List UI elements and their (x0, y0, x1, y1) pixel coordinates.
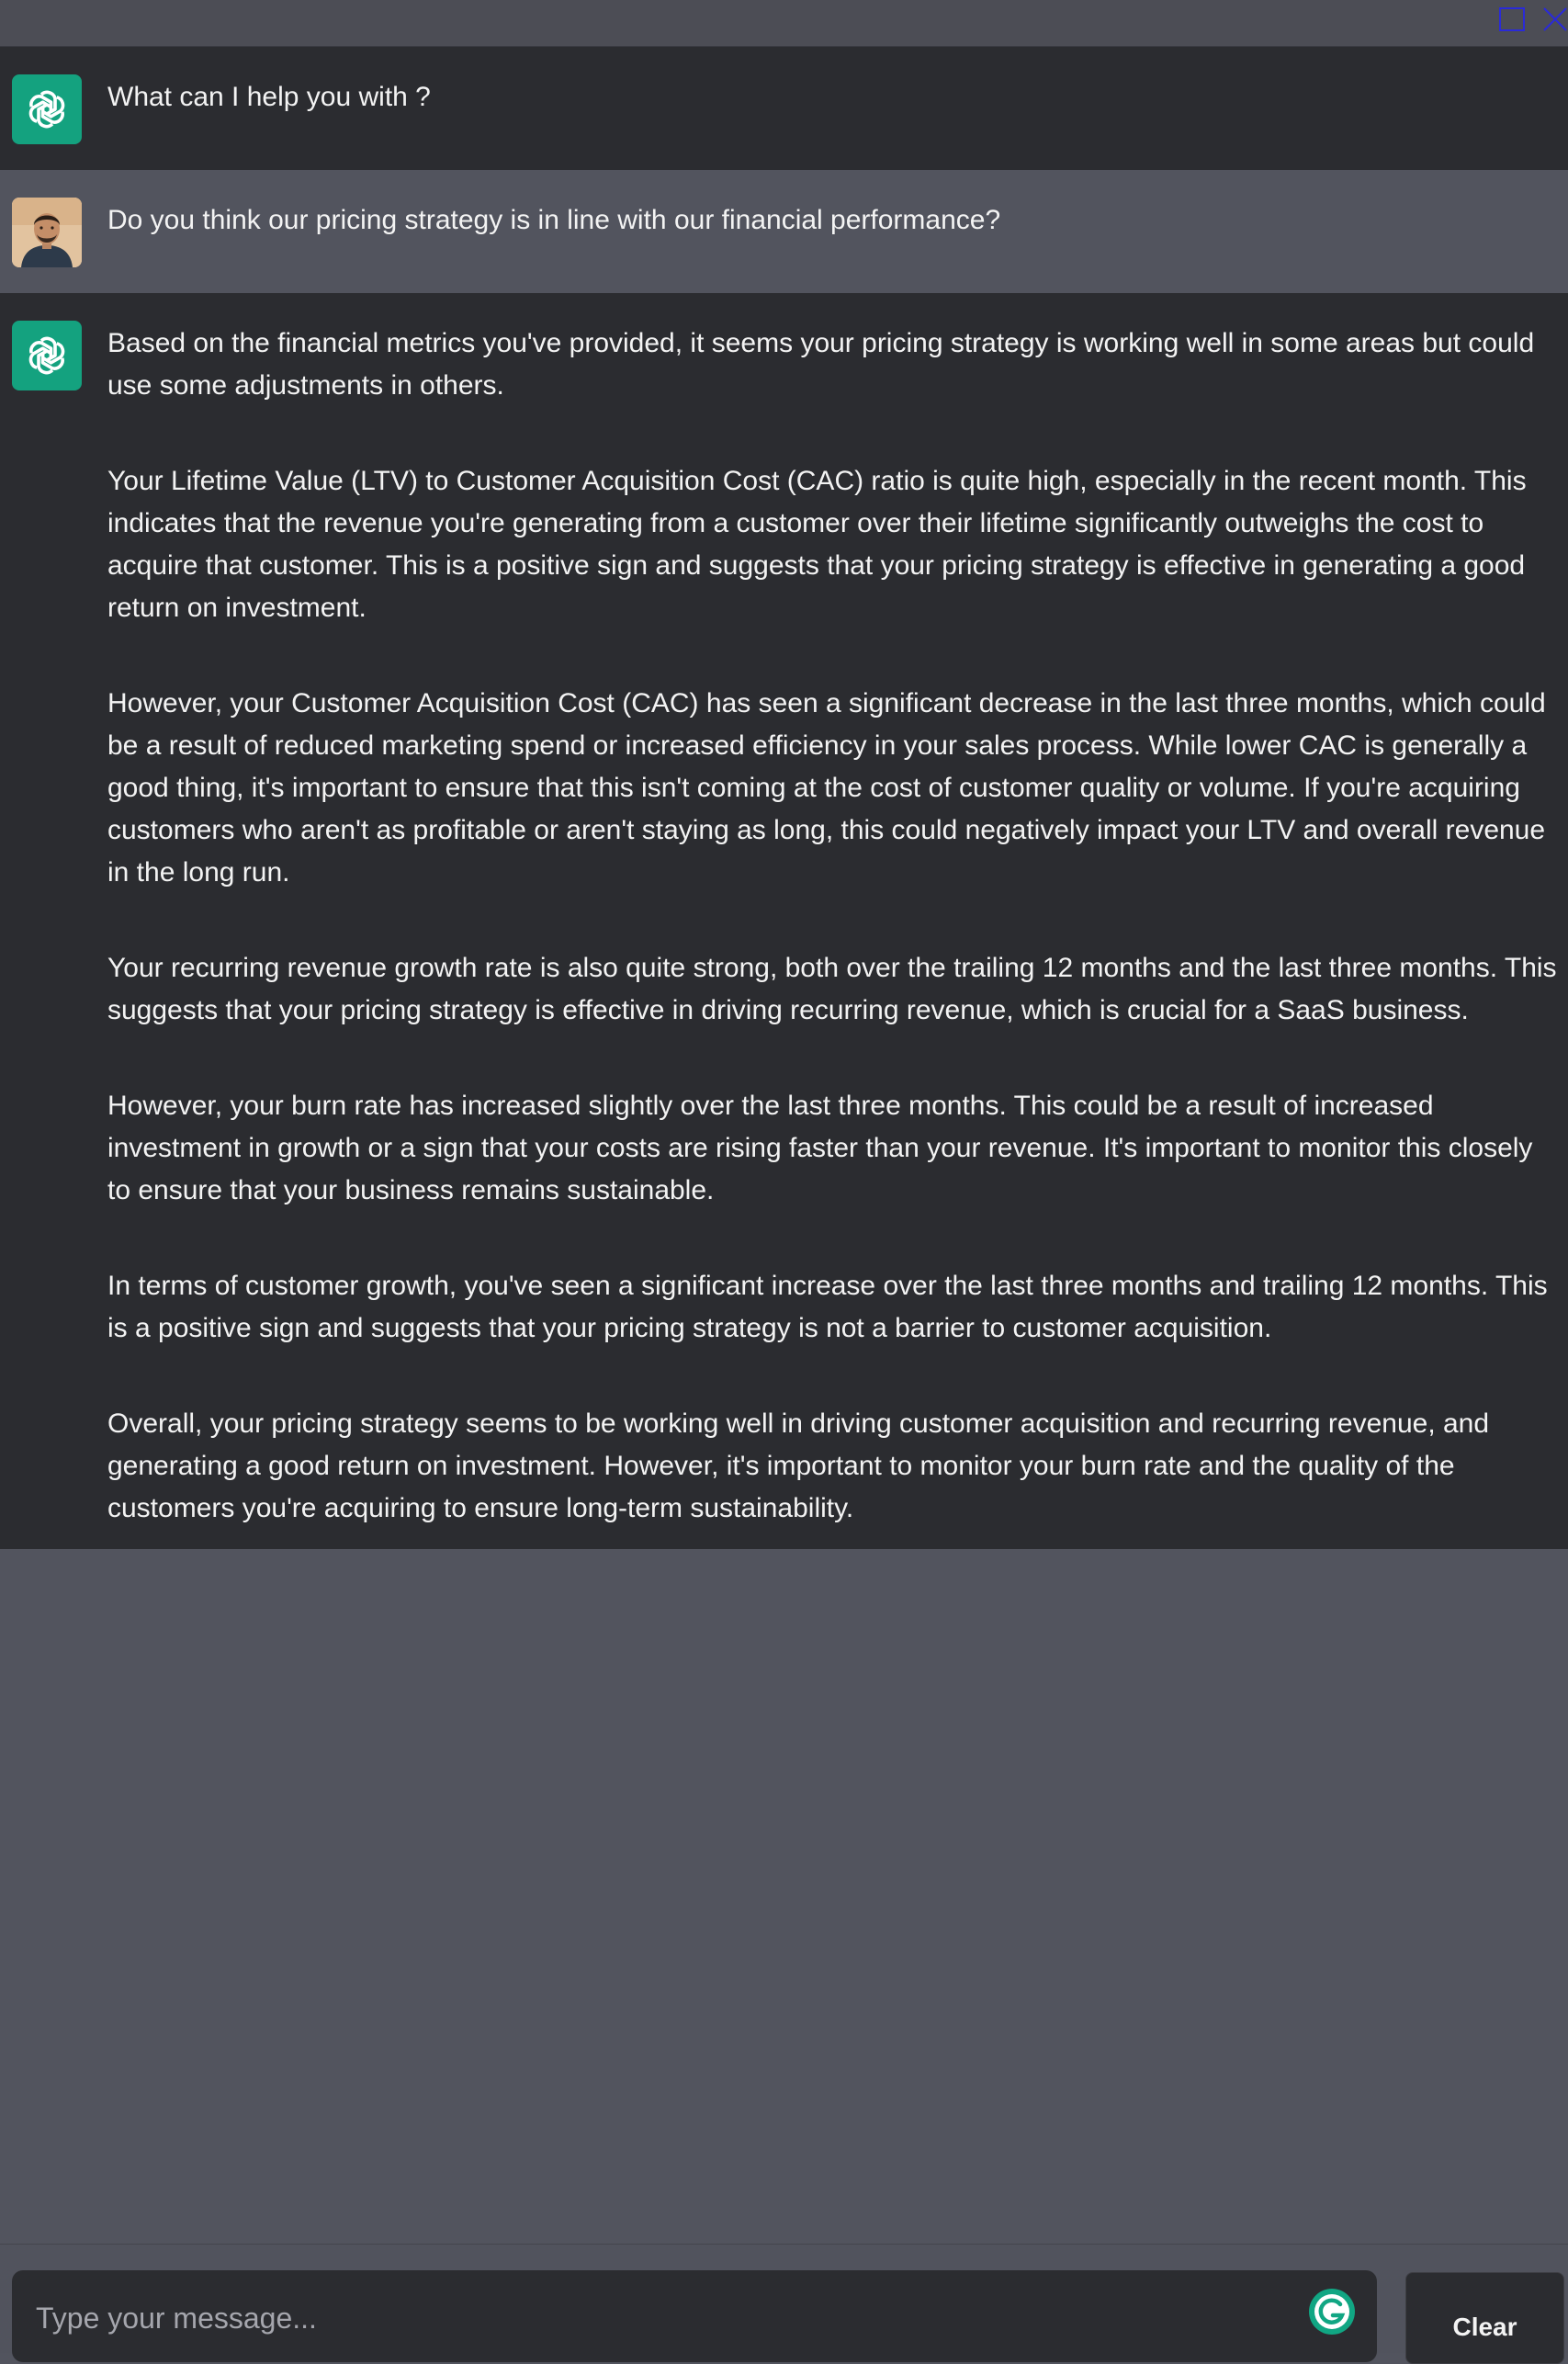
message-paragraph: However, your burn rate has increased slightly over the last three months. This could be a result of increased investment in growth or a sign that your costs are rising faster than your revenue. It's important to monitor this closely to ensure that your business remains sustainable. (107, 1091, 1533, 1205)
user-avatar (12, 198, 82, 267)
message-text (107, 199, 1561, 242)
message-paragraph: What can I help you with ? (107, 82, 431, 112)
message-paragraph: Your recurring revenue growth rate is also quite strong, both over the trailing 12 months and the last three months. This suggests that your pricing strategy is effective in driving recurring revenue, which is crucial for a SaaS business. (107, 953, 1557, 1025)
message-paragraph: In terms of customer growth, you've seen a significant increase over the last three months and trailing 12 months. This is a positive sign and suggests that your pricing strategy is not a barrier to customer acquisition. (107, 1271, 1548, 1343)
message-paragraph: Your Lifetime Value (LTV) to Customer Acquisition Cost (CAC) ratio is quite high, especially in the recent month. This indicates that the revenue you're generating from a customer over their lifetime significantly outweighs the cost to acquire that customer. This is a positive sign and suggests that your pricing strategy is effective in generating a good return on investment. (107, 466, 1527, 623)
square-icon (1498, 5, 1526, 32)
assistant-message (0, 293, 1568, 1549)
message-text (107, 76, 1561, 119)
message-input[interactable] (36, 2302, 1267, 2336)
message-text (107, 322, 1561, 1530)
openai-logo-icon (21, 84, 73, 135)
user-photo (12, 198, 82, 267)
openai-logo-icon (21, 330, 73, 381)
message-paragraph: However, your Customer Acquisition Cost (CAC) has seen a significant decrease in the last three months, which could be a result of reduced marketing spend or increased efficiency in your sales process. While lower CAC is generally a good thing, it's important to ensure that this isn't coming at the cost of customer quality or volume. If you're acquiring customers who aren't as profitable or aren't staying as long, this could negatively impact your LTV and overall revenue in the long run. (107, 688, 1546, 888)
close-button[interactable] (1540, 0, 1568, 37)
chat-log (0, 47, 1568, 1549)
grammarly-icon[interactable] (1307, 2287, 1357, 2336)
message-paragraph: Based on the financial metrics you've provided, it seems your pricing strategy is working well in some areas but could use some adjustments in others. (107, 328, 1535, 401)
assistant-avatar (12, 74, 82, 144)
message-paragraph: Do you think our pricing strategy is in line with our financial performance? (107, 205, 1001, 235)
assistant-avatar (12, 321, 82, 390)
window-titlebar (0, 0, 1568, 47)
maximize-button[interactable] (1495, 0, 1529, 37)
clear-button[interactable]: Clear (1405, 2272, 1564, 2364)
assistant-message (0, 47, 1568, 170)
message-input-box[interactable] (12, 2270, 1377, 2362)
user-message (0, 170, 1568, 293)
close-icon (1540, 5, 1568, 32)
message-paragraph: Overall, your pricing strategy seems to be working well in driving customer acquisition and recurring revenue, and generating a good return on investment. However, it's important to monitor your burn rate and the quality of the customers you're acquiring to ensure long-term sustainability. (107, 1408, 1490, 1523)
message-composer (0, 2244, 1568, 2353)
